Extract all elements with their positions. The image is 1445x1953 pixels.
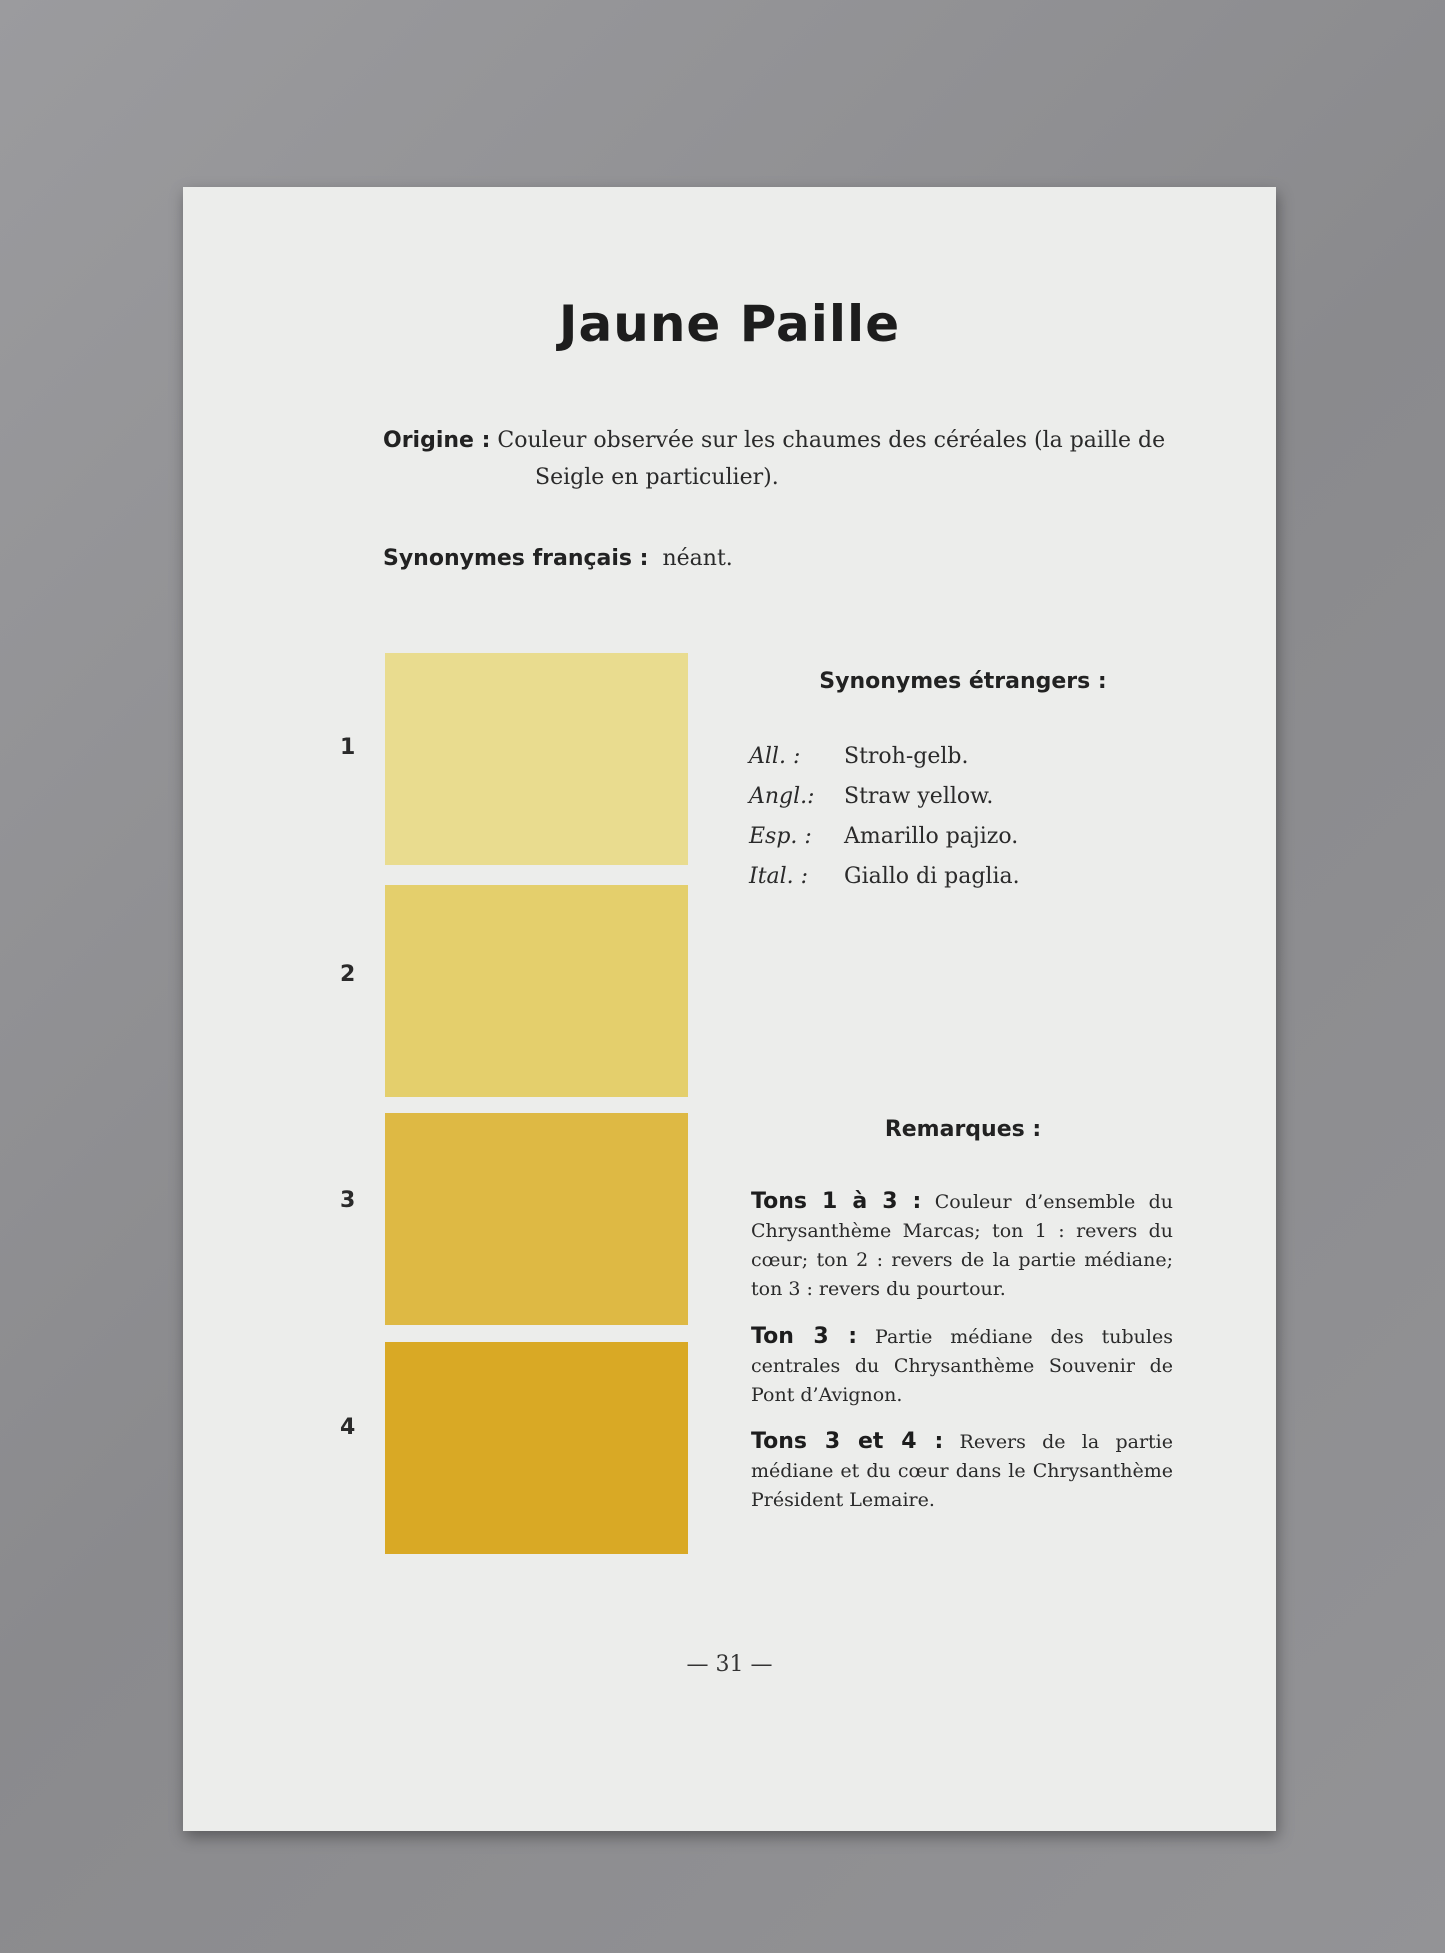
remarques-title: Remarques : xyxy=(884,1117,1042,1142)
synonymes-etrangers-title: Synonymes étrangers : xyxy=(819,669,1107,694)
color-swatch-4 xyxy=(385,1342,688,1554)
synonym-row xyxy=(749,857,1020,897)
synonym-value: Amarillo pajizo. xyxy=(844,824,1019,849)
remarque-text: Partie médiane des tubules centrales du Chrysanthème Souvenir de Pont d’Avignon. xyxy=(751,1326,1173,1406)
synonym-lang: Esp. : xyxy=(749,824,812,849)
origine-section xyxy=(383,422,1173,496)
page-sheet xyxy=(183,187,1276,1831)
remarque-text: Revers de la partie médiane et du cœur dans le Chrysanthème Président Lemaire. xyxy=(751,1431,1173,1511)
synonym-value: Straw yellow. xyxy=(844,784,994,809)
synonymes-etrangers-list xyxy=(749,737,1020,897)
page-number: — 31 — xyxy=(686,1652,773,1677)
synonym-row xyxy=(749,777,1020,817)
synonym-lang: Angl.: xyxy=(749,784,815,809)
synonym-lang: Ital. : xyxy=(749,864,809,889)
origine-line2: Seigle en particulier). xyxy=(535,465,779,490)
remarque-item-3 xyxy=(751,1427,1173,1515)
remarque-label: Ton 3 : xyxy=(751,1324,858,1349)
origine-line1: Couleur observée sur les chaumes des céréales (la paille de xyxy=(497,428,1166,453)
synonym-value: Stroh-gelb. xyxy=(844,744,969,769)
synonym-value: Giallo di paglia. xyxy=(844,864,1020,889)
synonym-row xyxy=(749,737,1020,777)
remarque-label: Tons 3 et 4 : xyxy=(751,1429,944,1454)
page-title: Jaune Paille xyxy=(558,295,901,353)
synonym-lang: All. : xyxy=(749,744,801,769)
color-swatch-3 xyxy=(385,1113,688,1325)
color-swatch-1 xyxy=(385,653,688,865)
synonym-row xyxy=(749,817,1020,857)
remarque-text: Couleur d’ensemble du Chrysanthème Marcas; ton 1 : revers du cœur; ton 2 : revers de la partie médiane; ton 3 : revers du pourtour. xyxy=(751,1191,1173,1300)
color-swatch-2 xyxy=(385,885,688,1097)
origine-label: Origine : xyxy=(383,428,491,453)
remarque-item-1 xyxy=(751,1187,1173,1304)
swatch-number-4: 4 xyxy=(340,1415,356,1440)
remarque-label: Tons 1 à 3 : xyxy=(751,1189,922,1214)
synonymes-francais-value: néant. xyxy=(662,546,733,571)
synonymes-francais xyxy=(383,546,733,571)
swatch-number-2: 2 xyxy=(340,962,356,987)
swatch-number-3: 3 xyxy=(340,1188,356,1213)
synonymes-francais-label: Synonymes français : xyxy=(383,546,649,571)
swatch-number-1: 1 xyxy=(340,735,356,760)
remarque-item-2 xyxy=(751,1322,1173,1410)
